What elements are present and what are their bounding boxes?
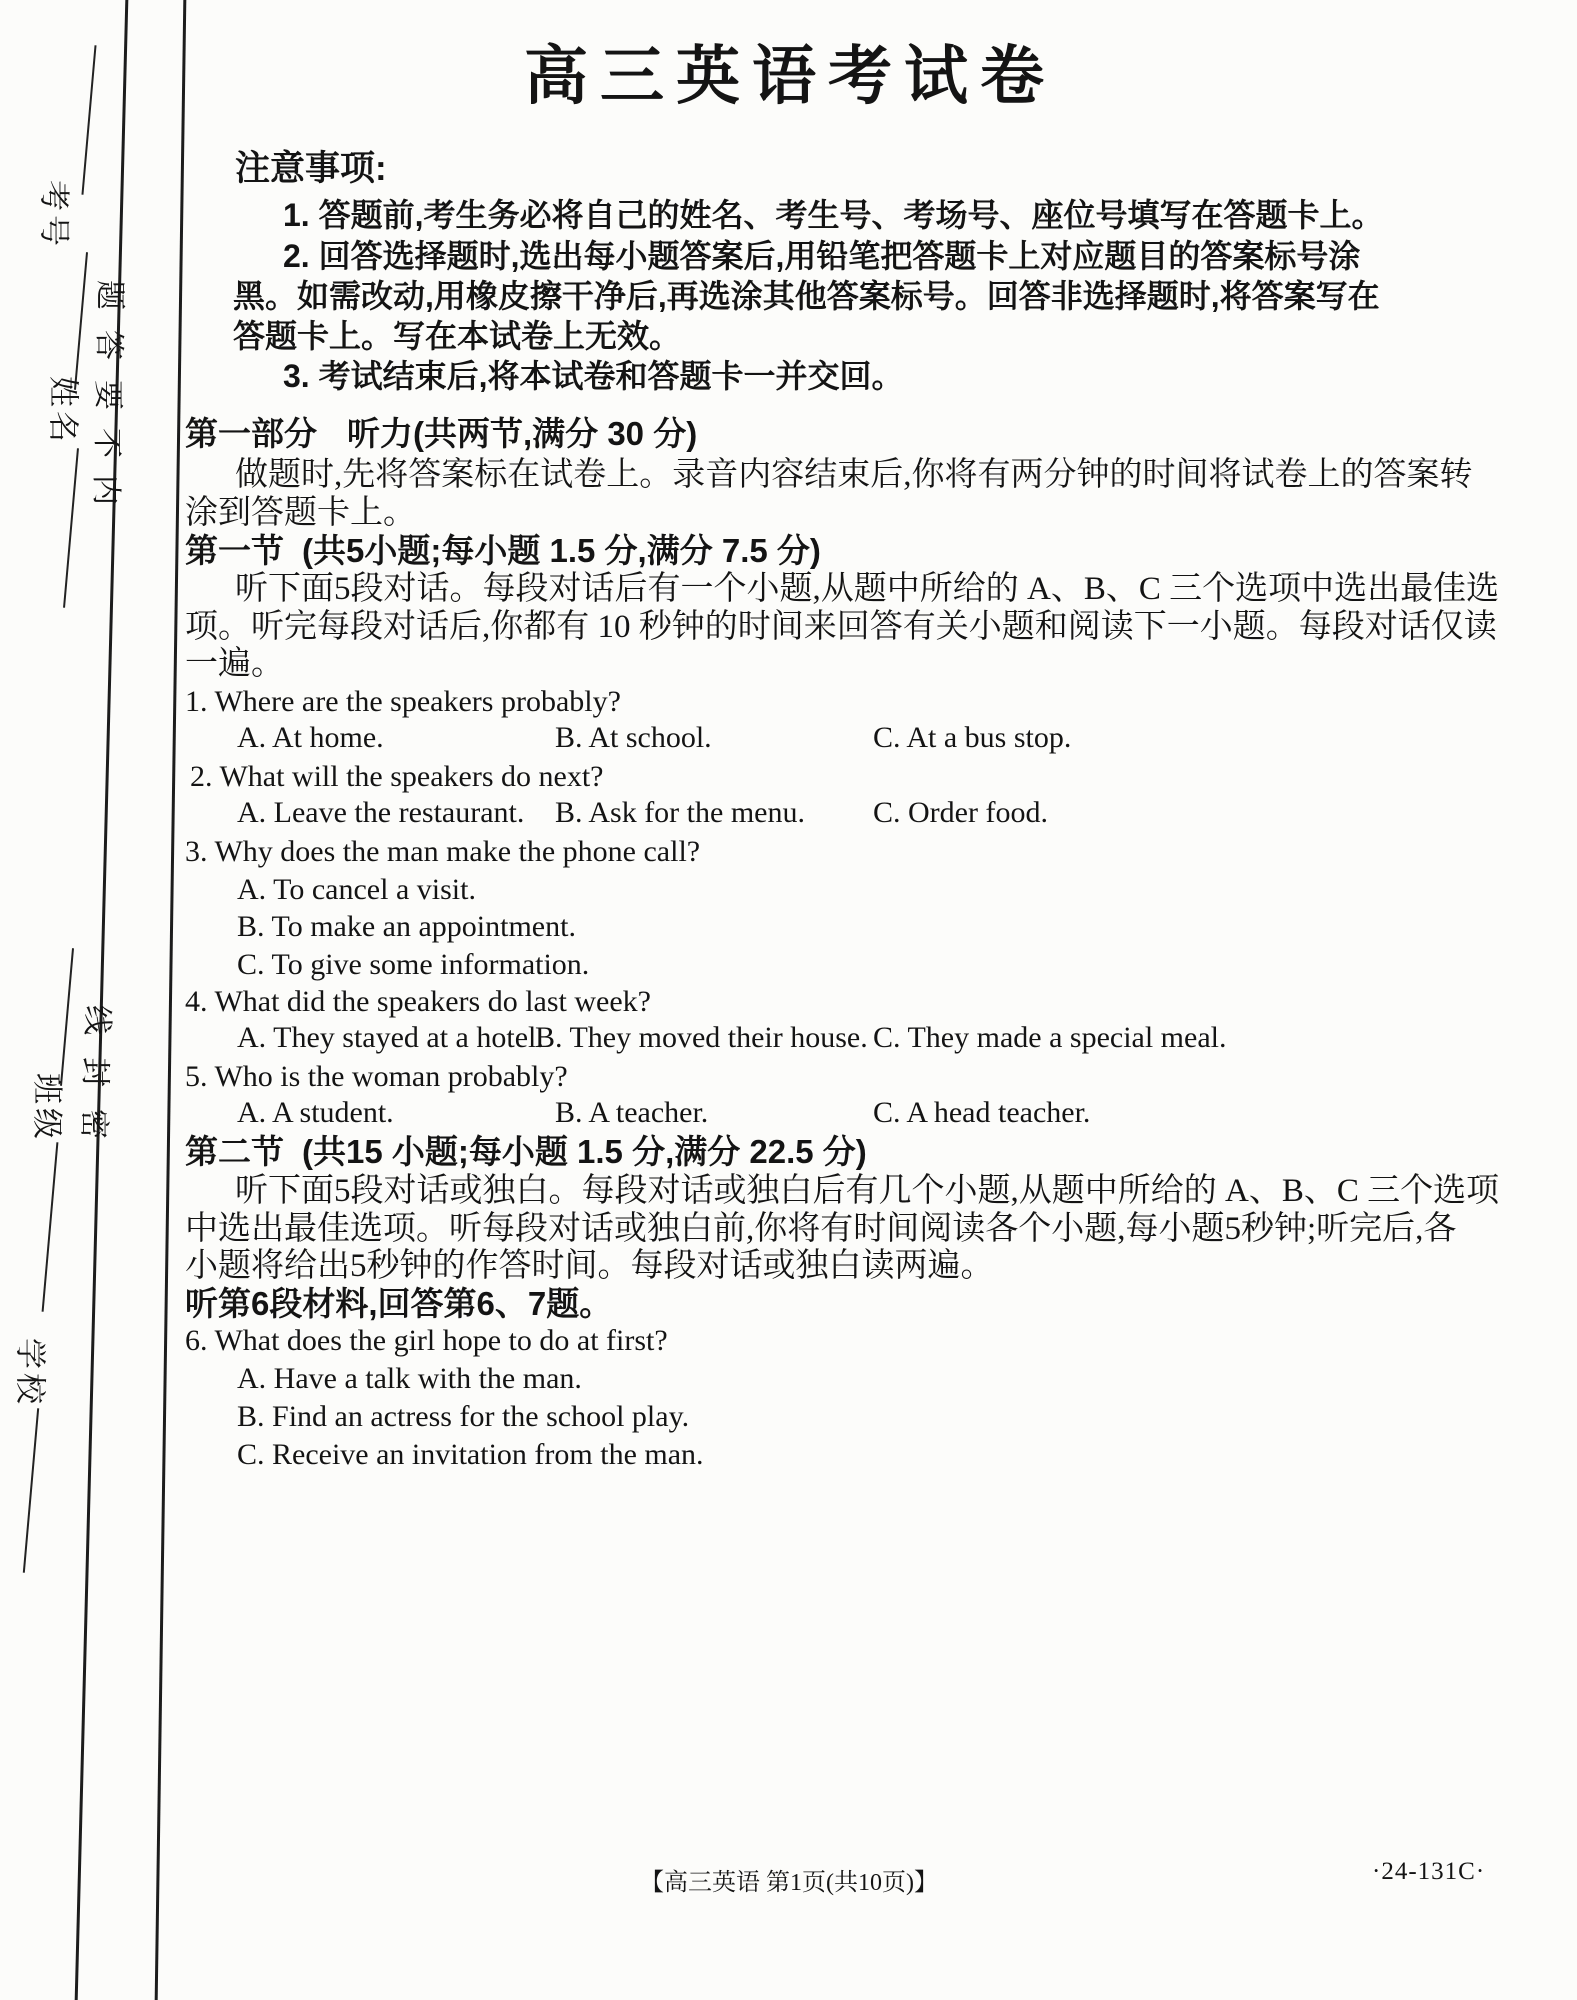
margin-label-name: 姓名	[45, 376, 81, 446]
notice-heading: 注意事项:	[235, 149, 387, 188]
option: B. Find an actress for the school play.	[237, 1400, 690, 1433]
part1-intro-line: 做题时,先将答案标在试卷上。录音内容结束后,你将有两分钟的时间将试卷上的答案转	[235, 457, 1473, 493]
seal-char: 不	[90, 428, 123, 458]
section2-intro-line: 中选出最佳选项。听每段对话或独白前,你将有时间阅读各个小题,每小题5秒钟;听完后,各	[185, 1211, 1457, 1247]
notice-line: 答题卡上。写在本试卷上无效。	[233, 318, 682, 354]
section2-label: 第二节	[185, 1133, 284, 1170]
option: A. To cancel a visit.	[237, 873, 476, 906]
seal-char: 线	[80, 1005, 113, 1035]
question-text: 2. What will the speakers do next?	[190, 760, 604, 793]
part1-intro-line: 涂到答题卡上。	[185, 495, 416, 531]
blank-line	[74, 252, 88, 390]
blank-line	[63, 448, 79, 608]
margin-label-exam-number: 考号	[36, 180, 72, 250]
option-row	[185, 1021, 1555, 1059]
section1-intro-line: 项。听完每段对话后,你都有 10 秒钟的时间来回答有关小题和阅读下一小题。每段对话仅读	[185, 609, 1497, 645]
option: A. At home.	[237, 721, 384, 754]
question-text: 3. Why does the man make the phone call?	[185, 835, 701, 868]
seal-char: 封	[78, 1057, 111, 1087]
option: C. They made a special meal.	[873, 1021, 1227, 1054]
section1-title: (共5小题;每小题 1.5 分,满分 7.5 分)	[302, 532, 821, 569]
footer-page-info: 【高三英语 第1页(共10页)】	[640, 1870, 938, 1896]
material-note: 听第6段材料,回答第6、7题。	[185, 1285, 613, 1322]
seal-line-inner	[155, 0, 187, 2000]
blank-line	[81, 45, 96, 195]
notice-line: 黑。如需改动,用橡皮擦干净后,再选涂其他答案标号。回答非选择题时,将答案写在	[233, 278, 1380, 314]
option: C. Receive an invitation from the man.	[237, 1438, 704, 1471]
section2-heading	[185, 1133, 867, 1171]
option-row	[185, 796, 1555, 834]
footer-paper-code: ·24-131C·	[1372, 1858, 1486, 1885]
section1-heading	[185, 532, 821, 570]
option: A. Leave the restaurant.	[237, 796, 525, 829]
question-text: 5. Who is the woman probably?	[185, 1060, 568, 1093]
option: B. To make an appointment.	[237, 910, 576, 943]
notice-line: 2. 回答选择题时,选出每小题答案后,用铅笔把答题卡上对应题目的答案标号涂	[283, 238, 1361, 274]
section1-intro-line: 一遍。	[185, 646, 284, 682]
option: B. Ask for the menu.	[555, 796, 805, 829]
option: C. Order food.	[873, 796, 1048, 829]
page-title: 高三英语考试卷	[524, 40, 1056, 112]
option-row	[185, 1096, 1555, 1134]
blank-line	[23, 1408, 39, 1573]
option-row	[185, 721, 1555, 759]
part1-label: 第一部分	[185, 415, 317, 452]
option: A. Have a talk with the man.	[237, 1362, 582, 1395]
part1-title: 听力(共两节,满分 30 分)	[347, 415, 698, 452]
section2-intro-line: 小题将给出5秒钟的作答时间。每段对话或独白读两遍。	[185, 1248, 994, 1284]
option: C. To give some information.	[237, 948, 590, 981]
margin-label-class: 班级	[29, 1073, 65, 1143]
option: B. They moved their house.	[535, 1021, 868, 1054]
seal-char: 题	[93, 280, 126, 310]
notice-line: 1. 答题前,考生务必将自己的姓名、考生号、考场号、座位号填写在答题卡上。	[283, 197, 1384, 233]
blank-line	[60, 948, 74, 1086]
section1-label: 第一节	[185, 532, 284, 569]
question-text: 4. What did the speakers do last week?	[185, 985, 651, 1018]
seal-char: 内	[89, 475, 122, 505]
section2-intro-line: 听下面5段对话或独白。每段对话或独白后有几个小题,从题中所给的 A、B、C 三个选项	[235, 1173, 1500, 1209]
option: A. A student.	[237, 1096, 394, 1129]
section2-title: (共15 小题;每小题 1.5 分,满分 22.5 分)	[302, 1133, 867, 1170]
option: B. A teacher.	[555, 1096, 709, 1129]
section1-intro-line: 听下面5段对话。每段对话后有一个小题,从题中所给的 A、B、C 三个选项中选出最佳选	[235, 571, 1500, 607]
option: C. A head teacher.	[873, 1096, 1091, 1129]
question-text: 6. What does the girl hope to do at first?	[185, 1324, 668, 1357]
blank-line	[42, 1142, 59, 1312]
margin-label-school: 学校	[12, 1338, 48, 1408]
option: B. At school.	[555, 721, 712, 754]
notice-line: 3. 考试结束后,将本试卷和答题卡一并交回。	[283, 358, 904, 394]
seal-char: 要	[91, 380, 124, 410]
question-text: 1. Where are the speakers probably?	[185, 685, 621, 718]
part1-heading	[185, 415, 697, 453]
option: A. They stayed at a hotel.	[237, 1021, 544, 1054]
seal-char: 密	[77, 1109, 110, 1139]
option: C. At a bus stop.	[873, 721, 1072, 754]
seal-char: 答	[92, 330, 125, 360]
